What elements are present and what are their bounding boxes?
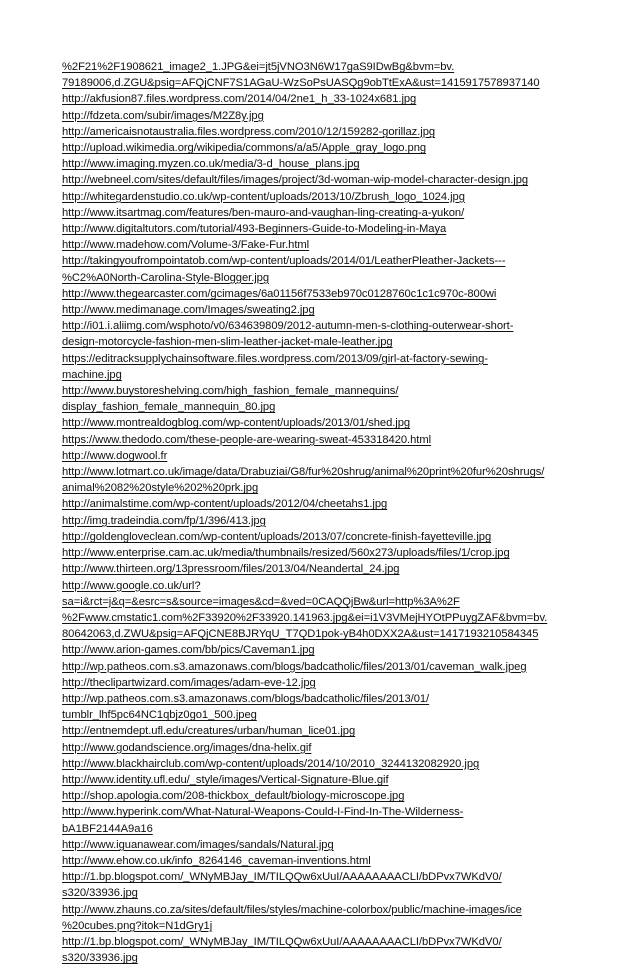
url-line[interactable]: http://webneel.com/sites/default/files/images/project/3d-woman-wip-model-character-design.jpg	[62, 174, 529, 187]
url-line[interactable]: http://whitegardenstudio.co.uk/wp-content/uploads/2013/10/Zbrush_logo_1024.jpg	[62, 190, 465, 203]
url-line[interactable]: %20cubes.png?itok=N1dGry1j	[62, 919, 213, 932]
url-line[interactable]: sa=i&rct=j&q=&esrc=s&source=images&cd=&ved=0CAQQjBw&url=http%3A%2F	[62, 595, 460, 608]
url-line[interactable]: http://www.madehow.com/Volume-3/Fake-Fur.html	[62, 239, 310, 252]
url-line[interactable]: http://www.arion-games.com/bb/pics/Caveman1.jpg	[62, 644, 315, 657]
url-line[interactable]: 79189006,d.ZGU&psig=AFQjCNF7S1AGaU-WzSoPsUASQg9obTtExA&ust=1415917578937140	[62, 77, 540, 90]
url-line[interactable]: s320/33936.jpg	[62, 887, 138, 900]
url-line[interactable]: http://img.tradeindia.com/fp/1/396/413.jpg	[62, 514, 266, 527]
url-line[interactable]: http://wp.patheos.com.s3.amazonaws.com/blogs/badcatholic/files/2013/01/caveman_walk.jpeg	[62, 660, 527, 673]
url-line[interactable]: %C2%A0North-Carolina-Style-Blogger.jpg	[62, 271, 270, 284]
url-line[interactable]: http://www.imaging.myzen.co.uk/media/3-d_house_plans.jpg	[62, 158, 360, 171]
url-line[interactable]: http://wp.patheos.com.s3.amazonaws.com/blogs/badcatholic/files/2013/01/	[62, 692, 430, 705]
url-line[interactable]: http://upload.wikimedia.org/wikipedia/commons/a/a5/Apple_gray_logo.png	[62, 142, 427, 155]
url-line[interactable]: animal%2082%20style%202%20prk.jpg	[62, 482, 259, 495]
url-line[interactable]: http://takingyoufrompointatob.com/wp-content/uploads/2014/01/LeatherPleather-Jackets---	[62, 255, 506, 268]
url-line[interactable]: http://www.hyperink.com/What-Natural-Weapons-Could-I-Find-In-The-Wilderness-	[62, 806, 464, 819]
url-line[interactable]: http://1.bp.blogspot.com/_WNyMBJay_IM/TILQQw6xUuI/AAAAAAAACLI/bDPvx7WKdV0/	[62, 935, 502, 948]
url-line[interactable]: http://theclipartwizard.com/images/adam-eve-12.jpg	[62, 676, 316, 689]
url-line[interactable]: http://akfusion87.files.wordpress.com/2014/04/2ne1_h_33-1024x681.jpg	[62, 93, 417, 106]
url-line[interactable]: http://www.medimanage.com/Images/sweating2.jpg	[62, 304, 315, 317]
url-line[interactable]: http://entnemdept.ufl.edu/creatures/urban/human_lice01.jpg	[62, 725, 356, 738]
url-line[interactable]: http://1.bp.blogspot.com/_WNyMBJay_IM/TILQQw6xUuI/AAAAAAAACLI/bDPvx7WKdV0/	[62, 871, 502, 884]
url-line[interactable]: https://editracksupplychainsoftware.files.wordpress.com/2013/09/girl-at-factory-sewing-	[62, 352, 488, 365]
url-line[interactable]: http://www.zhauns.co.za/sites/default/files/styles/machine-colorbox/public/machine-images/ice	[62, 903, 522, 916]
url-line[interactable]: http://goldengloveclean.com/wp-content/uploads/2013/07/concrete-finish-fayetteville.jpg	[62, 530, 492, 543]
url-line[interactable]: https://www.thedodo.com/these-people-are-wearing-sweat-453318420.html	[62, 433, 432, 446]
url-line[interactable]: http://www.ehow.co.uk/info_8264146_caveman-inventions.html	[62, 854, 371, 867]
url-line[interactable]: http://www.lotmart.co.uk/image/data/Drabuziai/G8/fur%20shrug/animal%20print%20fur%20shrugs/	[62, 466, 545, 479]
url-line[interactable]: machine.jpg	[62, 368, 122, 381]
url-line[interactable]: http://www.buystoreshelving.com/high_fashion_female_mannequins/	[62, 385, 399, 398]
url-line[interactable]: http://www.digitaltutors.com/tutorial/493-Beginners-Guide-to-Modeling-in-Maya	[62, 223, 447, 236]
url-line[interactable]: http://www.identity.ufl.edu/_style/images/Vertical-Signature-Blue.gif	[62, 773, 389, 786]
url-line[interactable]: http://www.google.co.uk/url?	[62, 579, 201, 592]
url-line[interactable]: http://fdzeta.com/subir/images/M2Z8y.jpg	[62, 109, 264, 122]
url-line[interactable]: s320/33936.jpg	[62, 952, 138, 965]
url-line[interactable]: http://www.dogwool.fr	[62, 449, 168, 462]
url-line[interactable]: design-motorcycle-fashion-men-slim-leather-jacket-male-leather.jpg	[62, 336, 393, 349]
url-line[interactable]: %2Fwww.cmstatic1.com%2F33920%2F33920.141963.jpg&ei=i1V3VMejHYOtPPuygZAF&bvm=bv.	[62, 611, 548, 624]
url-line[interactable]: 80642063,d.ZWU&psig=AFQjCNE8BJRYqU_T7QD1pok-yB4h0DXX2A&ust=1417193210584345	[62, 628, 539, 641]
url-line[interactable]: http://www.thirteen.org/13pressroom/files/2013/04/Neandertal_24.jpg	[62, 563, 400, 576]
url-line[interactable]: tumblr_lhf5pc64NC1qbjz0go1_500.jpeg	[62, 709, 257, 722]
url-line[interactable]: http://animalstime.com/wp-content/uploads/2012/04/cheetahs1.jpg	[62, 498, 388, 511]
reference-list	[62, 59, 582, 966]
url-line[interactable]: http://i01.i.aliimg.com/wsphoto/v0/634639809/2012-autumn-men-s-clothing-outerwear-short-	[62, 320, 514, 333]
url-line[interactable]: http://shop.apologia.com/208-thickbox_default/biology-microscope.jpg	[62, 790, 405, 803]
url-line[interactable]: http://www.montrealdogblog.com/wp-content/uploads/2013/01/shed.jpg	[62, 417, 411, 430]
url-line[interactable]: %2F21%2F1908621_image2_1.JPG&ei=jt5jVNO3N6W17gaS9IDwBg&bvm=bv.	[62, 61, 455, 73]
url-line[interactable]: http://www.enterprise.cam.ac.uk/media/thumbnails/resized/560x273/uploads/files/1/crop.jpg	[62, 547, 510, 560]
url-line[interactable]: http://www.itsartmag.com/features/ben-mauro-and-vaughan-ling-creating-a-yukon/	[62, 206, 465, 219]
url-line[interactable]: display_fashion_female_mannequin_80.jpg	[62, 401, 276, 414]
url-line[interactable]: http://www.iguanawear.com/images/sandals/Natural.jpg	[62, 838, 334, 851]
url-line[interactable]: bA1BF2144A9a16	[62, 822, 153, 835]
url-line[interactable]: http://www.thegearcaster.com/gcimages/6a01156f7533eb970c0128760c1c1c970c-800wi	[62, 287, 497, 300]
url-line[interactable]: http://www.godandscience.org/images/dna-helix.gif	[62, 741, 312, 754]
url-line[interactable]: http://americaisnotaustralia.files.wordpress.com/2010/12/159282-gorillaz.jpg	[62, 125, 436, 138]
url-line[interactable]: http://www.blackhairclub.com/wp-content/uploads/2014/10/2010_3244132082920.jpg	[62, 757, 480, 770]
